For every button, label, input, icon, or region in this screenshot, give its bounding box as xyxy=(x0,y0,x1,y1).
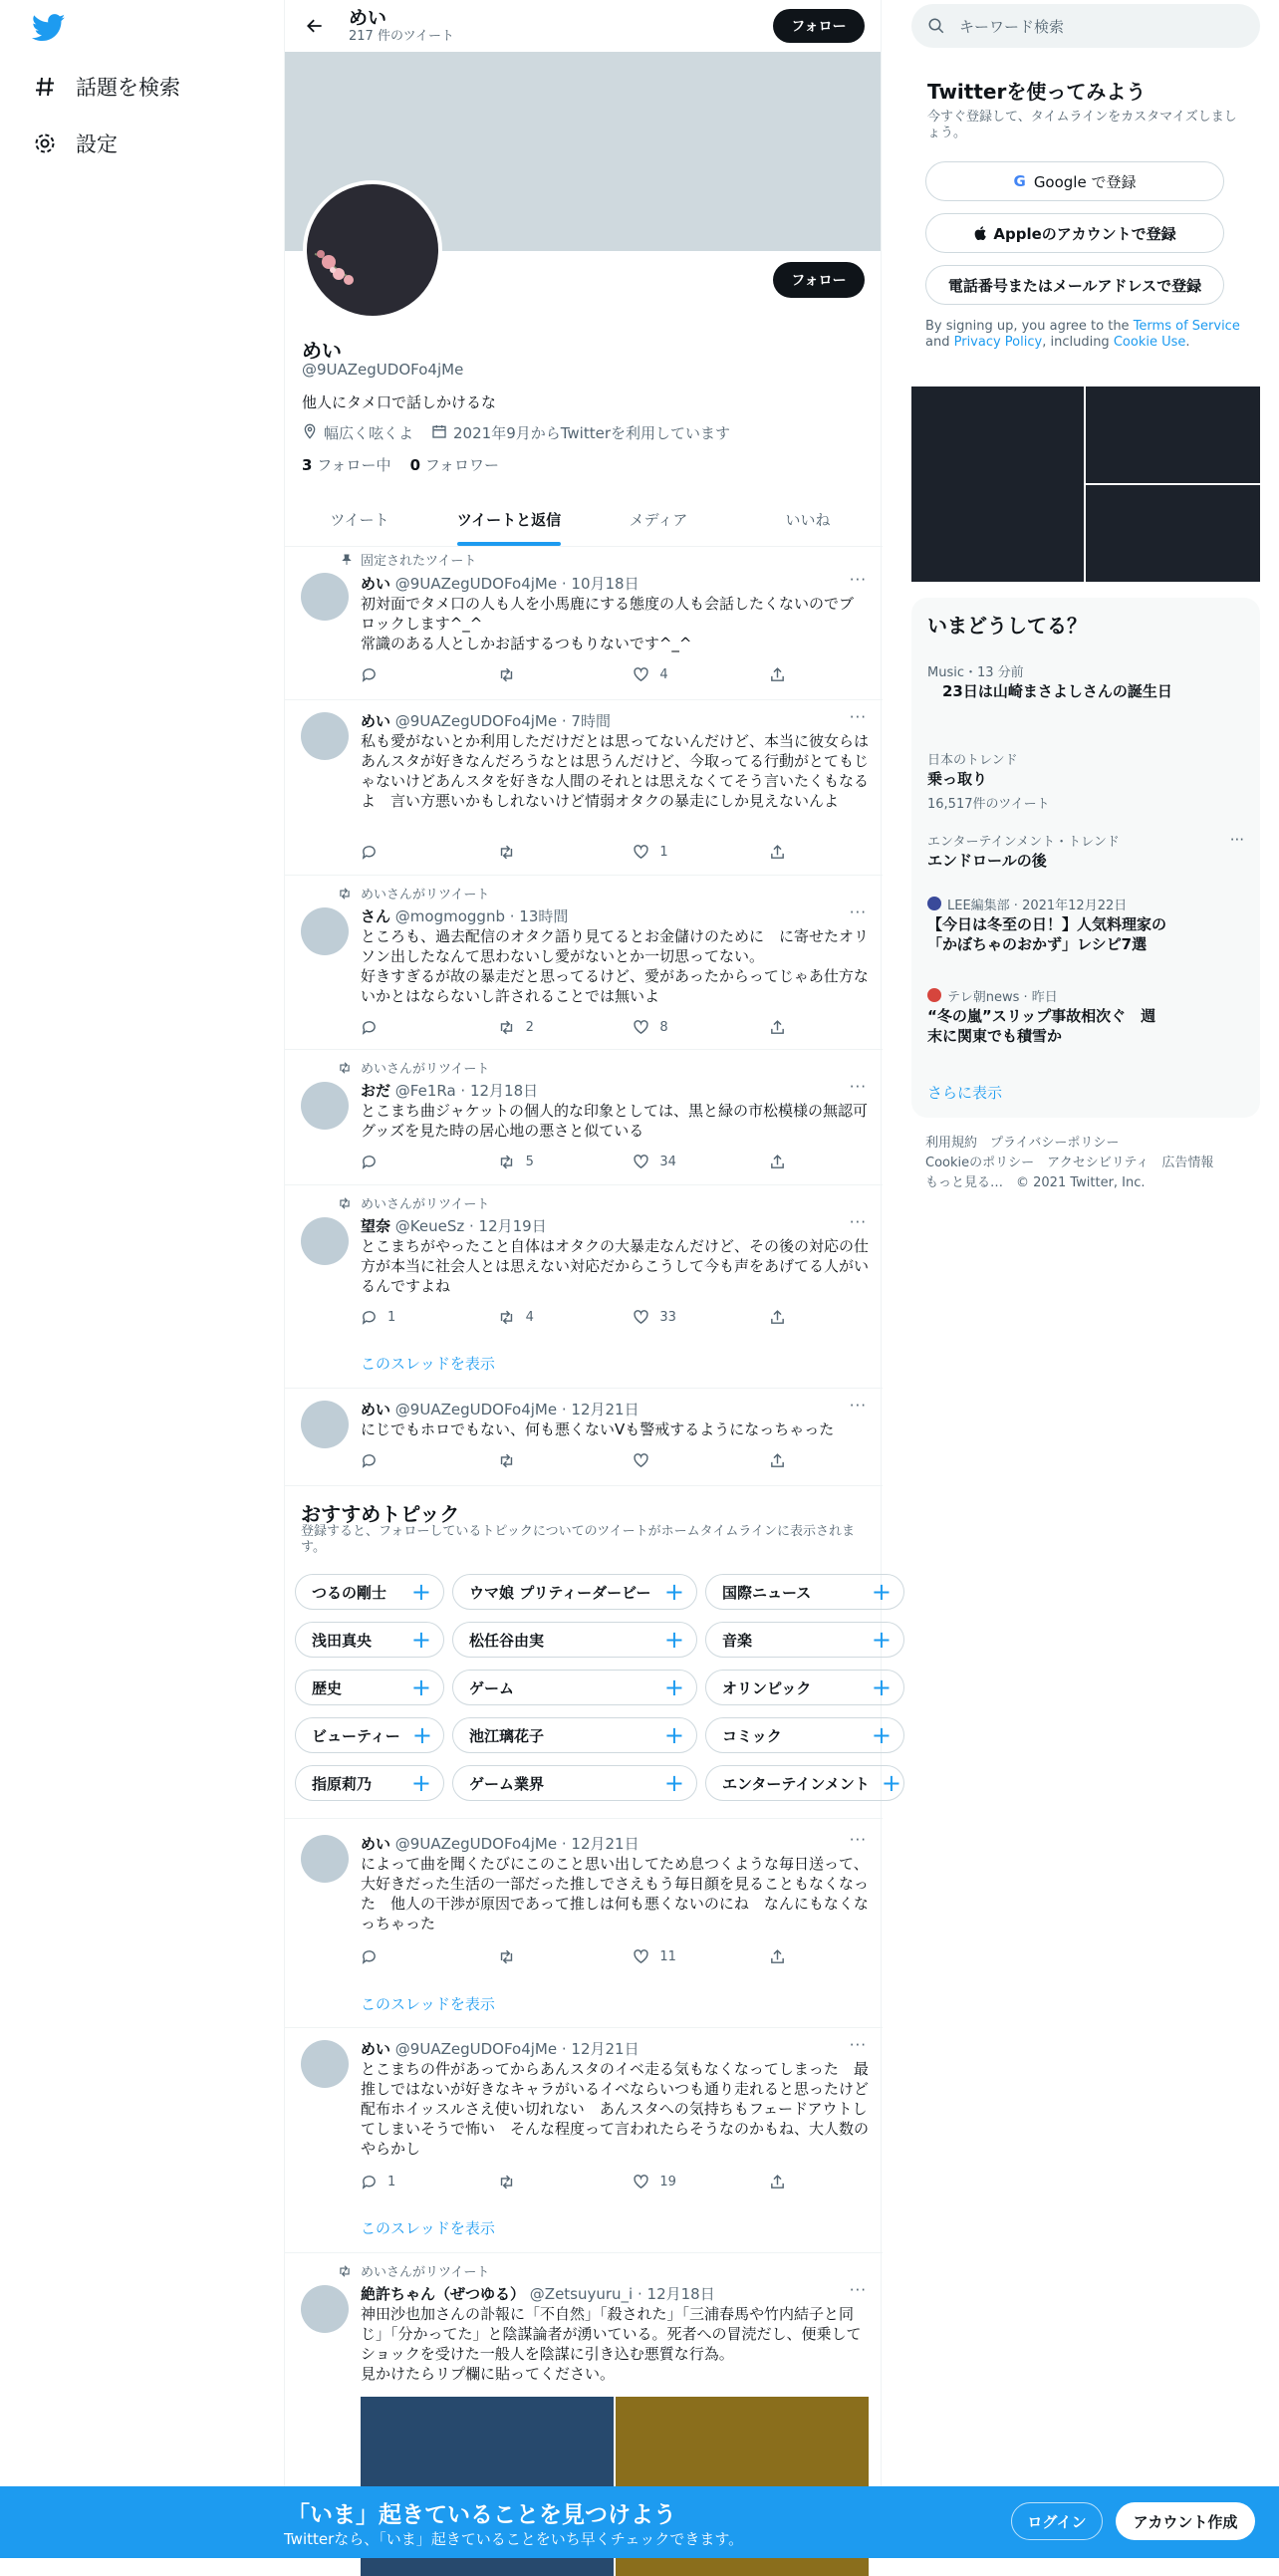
topic-chip[interactable]: オリンピック + xyxy=(705,1670,904,1705)
tweet-item[interactable] xyxy=(285,1050,883,1185)
header-name: めい xyxy=(349,7,387,29)
tweet-context: めいさんがリツイート xyxy=(361,1058,489,1077)
like-button[interactable]: 11 xyxy=(633,1948,732,1965)
tweet-header: めい @9UAZegUDOFo4jMe · 12月21日 xyxy=(361,1401,640,1418)
tweet-actions xyxy=(361,1948,789,1965)
pin-icon xyxy=(333,552,353,568)
reply-button[interactable]: 1 xyxy=(361,2174,460,2190)
tab-media[interactable]: メディア xyxy=(629,511,688,529)
profile-avatar[interactable] xyxy=(303,180,442,320)
tweet-text: ところも、過去配信のオタク語り見てるとお金儲けのために に寄せたオリソン出したなんて思わないし愛がないとか一切思ってない。 好きすぎるが故の暴走だと思ってるけど、愛があったからってじゃあ仕方ないかとはならないし許されることでは無いよ xyxy=(361,927,870,1005)
tweet-header: めい @9UAZegUDOFo4jMe · 12月21日 xyxy=(361,1835,640,1853)
plus-icon: + xyxy=(410,1674,431,1701)
like-button[interactable]: 33 xyxy=(633,1309,732,1326)
avatar[interactable] xyxy=(301,712,349,760)
twitter-logo-icon[interactable] xyxy=(32,14,66,44)
apple-signup-button[interactable]: Appleのアカウントで登録 xyxy=(925,213,1224,253)
profile-follow-button[interactable]: フォロー xyxy=(773,262,865,298)
topic-chip[interactable]: ビューティー + xyxy=(295,1717,444,1753)
topic-chip[interactable]: ゲーム + xyxy=(452,1670,697,1705)
source-avatar xyxy=(927,897,941,910)
terms-link[interactable]: Terms of Service xyxy=(1133,319,1240,334)
tweet-item[interactable] xyxy=(285,2028,883,2253)
tweet-header: めい @9UAZegUDOFo4jMe · 12月21日 xyxy=(361,2040,640,2058)
trends-card: いまどうしてる？ Music・13 分前 23日は山崎まさよしさんの誕生日 日本のトレンド 乗っ取り 16,517件のツイート エンターテインメント・トレンド エンドロールの後 ··· LEE編集部 · 2021年12月22日 【今日は冬至の日！】人気料理家の「かぼちゃのおかず」レシピ7選 テレ朝news · 昨日 “冬の嵐”スリップ事故相次ぐ 週末に関東でも積雪か さらに表示 xyxy=(911,598,1260,1118)
retweet-icon xyxy=(497,666,516,683)
join-card xyxy=(911,64,1260,367)
profile-name: めい xyxy=(302,339,342,363)
tweet-actions xyxy=(361,666,789,683)
avatar[interactable] xyxy=(301,2285,349,2333)
tweet-text: とこまち曲ジャケットの個人的な印象としては、黒と緑の市松模様の無認可グッズを見た時の居心地の悪さと似ている xyxy=(361,1102,868,1140)
retweet-icon xyxy=(333,1195,353,1211)
share-icon xyxy=(769,666,786,683)
plus-icon: + xyxy=(411,1721,432,1749)
nav-settings-label: 設定 xyxy=(76,132,118,156)
join-subtitle: 今すぐ登録して、タイムラインをカスタマイズしましょう。 xyxy=(927,110,1237,140)
profile-bio: 他人にタメ口で話しかけるな xyxy=(302,393,497,411)
tweet-item[interactable] xyxy=(285,700,883,876)
share-button[interactable] xyxy=(769,1309,789,1326)
following-link[interactable]: 3 フォロー中 xyxy=(302,456,391,474)
more-icon[interactable]: ··· xyxy=(849,1078,867,1096)
plus-icon: + xyxy=(881,1769,902,1797)
trends-title: いまどうしてる？ xyxy=(927,614,1087,638)
share-button[interactable] xyxy=(769,844,789,861)
header-tweet-count: 217 件のツイート xyxy=(349,29,455,44)
plus-icon: + xyxy=(663,1721,684,1749)
tweet-text: とこまちの件があってからあんスタのイベ走る気もなくなってしまった 最推しではないが好きなキャラがいるイベならいつも通り走れると思ったけど配布ホイッスルさえ使い切れない あんスタへの気持ちもフェードアウトしてしまいそうで怖い そんな程度って言われたらそうなのかもね、大人数のやらかし xyxy=(361,2060,870,2158)
footer-row[interactable]: 利用規約 プライバシーポリシー xyxy=(925,1136,1120,1151)
google-signup-button[interactable]: G Google で登録 xyxy=(925,161,1224,201)
show-thread-link[interactable]: このスレッドを表示 xyxy=(361,1995,495,2013)
tweet-item[interactable] xyxy=(285,876,883,1050)
nav-explore[interactable] xyxy=(32,67,180,107)
show-thread-link[interactable]: このスレッドを表示 xyxy=(361,1355,495,1373)
plus-icon: + xyxy=(663,1674,684,1701)
retweet-button[interactable] xyxy=(497,2174,597,2190)
plus-icon: + xyxy=(871,1626,892,1654)
reply-icon xyxy=(361,666,378,683)
location-icon xyxy=(302,423,318,443)
reply-button[interactable] xyxy=(361,1154,460,1170)
topics-subtitle: 登録すると、フォローしているトピックについてのツイートがホームタイムラインに表示されます。 xyxy=(301,1524,856,1555)
share-button[interactable] xyxy=(769,2174,789,2190)
share-button[interactable] xyxy=(769,1452,789,1469)
tweet-item[interactable] xyxy=(285,1389,883,1486)
like-button[interactable]: 8 xyxy=(633,1019,732,1036)
followers-link[interactable]: 0 フォロワー xyxy=(409,456,500,474)
reply-button[interactable] xyxy=(361,844,460,861)
plus-icon: + xyxy=(410,1578,431,1606)
topic-chip[interactable]: ウマ娘 プリティーダービー + xyxy=(452,1574,697,1610)
bottom-bar-title: 「いま」起きていることを見つけよう xyxy=(287,2502,676,2528)
share-button[interactable] xyxy=(769,666,789,683)
retweet-button[interactable]: 4 xyxy=(497,1309,597,1326)
like-button[interactable] xyxy=(633,1452,732,1469)
login-button[interactable]: ログイン xyxy=(1011,2502,1103,2540)
plus-icon: + xyxy=(410,1769,431,1797)
profile-follow-stats xyxy=(302,454,499,475)
avatar[interactable] xyxy=(301,573,349,621)
share-button[interactable] xyxy=(769,1948,789,1965)
tab-tweets[interactable]: ツイート xyxy=(330,511,389,529)
tweet-text: 神田沙也加さんの訃報に「不自然」「殺された」「三浦春馬や竹内結子と同じ」「分かってた」と陰謀論者が湧いている。死者への冒涜だし、便乗してショックを受けた一般人を陰謀に引き込む悪質な行為。 見かけたらリプ欄に貼ってください。 xyxy=(361,2305,862,2383)
more-icon[interactable]: ··· xyxy=(849,1397,867,1415)
tweet-item[interactable] xyxy=(285,1185,883,1389)
topic-chip[interactable]: エンターテインメント + xyxy=(705,1765,904,1801)
profile-location: 幅広く呟くよ xyxy=(324,424,414,442)
like-button[interactable]: 1 xyxy=(633,844,732,861)
join-title: Twitterを使ってみよう xyxy=(927,80,1147,104)
tweet-context: めいさんがリツイート xyxy=(361,1193,489,1212)
reply-button[interactable]: 1 xyxy=(361,1309,460,1326)
footer-row[interactable]: もっと見る… © 2021 Twitter, Inc. xyxy=(925,1175,1146,1190)
reply-button[interactable] xyxy=(361,666,460,683)
signup-bottom-bar xyxy=(0,2486,1279,2558)
retweet-button[interactable] xyxy=(497,844,597,861)
more-icon[interactable]: ··· xyxy=(1229,831,1244,849)
reply-button[interactable] xyxy=(361,1019,460,1036)
topics-title: おすすめトピック xyxy=(301,1502,460,1526)
tweet-text: 私も愛がないとか利用しただけだとは思ってないんだけど、本当に彼女らはあんスタが好きなんだろうなとは思うんだけど、今取ってる行動がとてもじゃないけどあんスタを好きな人間のそれとは思えなくてそう言いたくもなるよ 言い方悪いかもしれないけど情弱オタクの暴走にしか見えないんよ xyxy=(361,732,870,810)
tweet-actions xyxy=(361,1019,789,1036)
tweet-text: によって曲を聞くたびにこのこと思い出してため息つくような毎日送って、大好きだった生活の一部だった推しでさえもう毎日顔を見ることもなくなった 他人の干渉が原因であって推しは何も悪くないのにね なんにもなくなっちゃった xyxy=(361,1855,870,1932)
plus-icon: + xyxy=(871,1674,892,1701)
tweet-item[interactable] xyxy=(285,1819,883,2028)
topic-chip[interactable]: 指原莉乃 + xyxy=(295,1765,444,1801)
avatar[interactable] xyxy=(301,1835,349,1883)
tweet-actions xyxy=(361,1154,789,1170)
plus-icon: + xyxy=(663,1578,684,1606)
tab-likes[interactable]: いいね xyxy=(785,511,831,529)
tweet-text: 初対面でタメ口の人も人を小馬鹿にする態度の人も会話したくないのでブロックします^_^ 常識のある人としかお話するつもりないです^_^ xyxy=(361,595,855,652)
retweet-button[interactable] xyxy=(497,1452,597,1469)
phone-email-signup-button[interactable]: 電話番号またはメールアドレスで登録 xyxy=(925,265,1224,305)
topic-chip[interactable]: コミック + xyxy=(705,1717,904,1753)
tweet-context: 固定されたツイート xyxy=(361,550,476,569)
profile-meta xyxy=(302,422,736,443)
header-follow-button[interactable]: フォロー xyxy=(773,9,865,43)
topic-chip[interactable]: ゲーム業界 + xyxy=(452,1765,697,1801)
reply-button[interactable] xyxy=(361,1948,460,1965)
topic-chip[interactable]: つるの剛士 + xyxy=(295,1574,444,1610)
tweet-header: 絶許ちゃん（ぜつゆる） @Zetsuyuru_i · 12月18日 xyxy=(361,2285,715,2303)
tweet-actions xyxy=(361,2174,789,2190)
topic-chip[interactable]: 浅田真央 + xyxy=(295,1622,444,1658)
topic-chip[interactable]: 池江璃花子 + xyxy=(452,1717,697,1753)
left-nav xyxy=(0,0,284,2558)
media-thumb[interactable] xyxy=(911,386,1084,582)
profile-tabs xyxy=(285,493,883,547)
retweet-button[interactable] xyxy=(497,666,597,683)
topic-chip[interactable]: 国際ニュース + xyxy=(705,1574,904,1610)
retweet-button[interactable]: 2 xyxy=(497,1019,597,1036)
search-icon xyxy=(927,17,945,35)
avatar[interactable] xyxy=(301,1082,349,1130)
tweet-header: おだ @Fe1Ra · 12月18日 xyxy=(361,1082,539,1100)
show-thread-link[interactable]: このスレッドを表示 xyxy=(361,2219,495,2237)
topic-chip[interactable]: 音楽 + xyxy=(705,1622,904,1658)
share-button[interactable] xyxy=(769,1154,789,1170)
media-thumb[interactable] xyxy=(1086,485,1260,582)
plus-icon: + xyxy=(871,1721,892,1749)
share-button[interactable] xyxy=(769,1019,789,1036)
profile-handle: @9UAZegUDOFo4jMe xyxy=(302,361,464,379)
tweet-actions xyxy=(361,844,789,861)
profile-topbar xyxy=(285,0,881,52)
footer-links xyxy=(925,1134,1254,1193)
avatar[interactable] xyxy=(301,1401,349,1448)
tab-tweets-replies[interactable]: ツイートと返信 xyxy=(434,493,584,546)
tweet-header: めい @9UAZegUDOFo4jMe · 7時間 xyxy=(361,712,611,730)
profile-media-grid xyxy=(911,386,1260,582)
tweet-header: めい @9UAZegUDOFo4jMe · 10月18日 xyxy=(361,575,640,593)
tweet-context: めいさんがリツイート xyxy=(361,884,489,902)
google-icon: G xyxy=(1013,172,1026,190)
avatar[interactable] xyxy=(301,907,349,955)
plus-icon: + xyxy=(663,1626,684,1654)
privacy-link[interactable]: Privacy Policy xyxy=(953,335,1043,350)
footer-row[interactable]: Cookieのポリシー アクセシビリティ 広告情報 xyxy=(925,1156,1214,1170)
media-thumb[interactable] xyxy=(1086,386,1260,483)
avatar[interactable] xyxy=(301,1217,349,1265)
source-avatar xyxy=(927,988,941,1002)
like-button[interactable]: 4 xyxy=(633,666,732,683)
tweet-actions xyxy=(361,1309,789,1326)
bottom-bar-subtitle: Twitterなら、「いま」起きていることをいち早くチェックできます。 xyxy=(284,2530,744,2548)
retweet-icon xyxy=(333,886,353,902)
cookie-link[interactable]: Cookie Use xyxy=(1113,335,1186,350)
apple-icon xyxy=(973,225,987,241)
topics-section xyxy=(285,1486,902,1819)
retweet-icon xyxy=(333,1060,353,1076)
more-icon[interactable]: ··· xyxy=(849,2036,867,2054)
hashtag-icon xyxy=(32,74,58,100)
search-input[interactable]: キーワード検索 xyxy=(959,17,1065,36)
tweet-actions xyxy=(361,1452,789,1469)
more-icon[interactable]: ··· xyxy=(849,903,867,921)
calendar-icon xyxy=(431,423,447,443)
topic-chip[interactable]: 松任谷由実 + xyxy=(452,1622,697,1658)
main-column xyxy=(284,0,902,2558)
like-button[interactable]: 19 xyxy=(633,2174,732,2190)
signup-terms: By signing up, you agree to the Terms of Service and Privacy Policy, including Cookie Use. xyxy=(925,319,1240,350)
more-icon[interactable]: ··· xyxy=(849,1213,867,1231)
tweet-header: 望奈 @KeueSz · 12月19日 xyxy=(361,1217,547,1235)
back-arrow-icon[interactable] xyxy=(301,12,329,40)
plus-icon: + xyxy=(871,1578,892,1606)
retweet-icon xyxy=(333,2263,353,2279)
more-icon[interactable]: ··· xyxy=(849,571,867,589)
gear-icon xyxy=(32,130,58,156)
search-bar[interactable] xyxy=(911,4,1260,48)
nav-explore-label: 話題を検索 xyxy=(76,76,180,100)
plus-icon: + xyxy=(410,1626,431,1654)
tweet-text: とこまちがやったこと自体はオタクの大暴走なんだけど、その後の対応の仕方が本当に社会人とは思えない対応だからこうして今も声をあげてる人がいるんですよね xyxy=(361,1237,870,1295)
like-button[interactable]: 34 xyxy=(633,1154,732,1170)
tweet-header: さん @mogmoggnb · 13時間 xyxy=(361,907,569,925)
heart-icon xyxy=(633,666,649,683)
more-icon[interactable]: ··· xyxy=(849,708,867,726)
more-icon[interactable]: ··· xyxy=(849,1831,867,1849)
reply-button[interactable] xyxy=(361,1452,460,1469)
avatar[interactable] xyxy=(301,2040,349,2088)
show-more-link[interactable]: さらに表示 xyxy=(927,1084,1003,1102)
tweet-context: めいさんがリツイート xyxy=(361,2261,489,2280)
tweet-item[interactable] xyxy=(285,547,883,700)
more-icon[interactable]: ··· xyxy=(849,2281,867,2299)
topic-chip[interactable]: 歴史 + xyxy=(295,1670,444,1705)
nav-settings[interactable] xyxy=(32,124,118,163)
retweet-button[interactable] xyxy=(497,1948,597,1965)
profile-joined: 2021年9月からTwitterを利用しています xyxy=(453,424,731,442)
signup-button[interactable]: アカウント作成 xyxy=(1116,2502,1255,2540)
tweet-text: にじでもホロでもない、何も悪くないVも警戒するようになっちゃった xyxy=(361,1420,835,1438)
retweet-button[interactable]: 5 xyxy=(497,1154,597,1170)
plus-icon: + xyxy=(663,1769,684,1797)
